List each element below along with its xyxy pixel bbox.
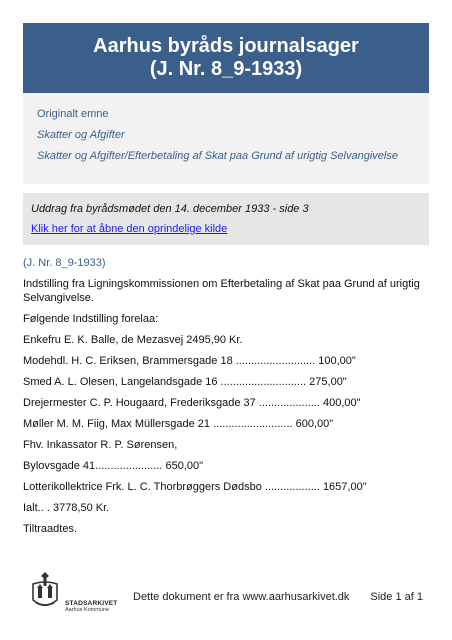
page-number: Side 1 af 1 (370, 591, 423, 603)
body-paragraph: Smed A. L. Olesen, Langelandsgade 16 ............................ 275,00" (23, 376, 347, 388)
logo-subtitle: Aarhus Kommune (65, 607, 110, 613)
logo-brand-text: STADSARKIVET (65, 600, 118, 607)
topic-item: Skatter og Afgifter (37, 129, 125, 141)
open-original-source-link[interactable]: Klik her for at åbne den oprindelige kilde (31, 223, 228, 235)
original-topic-box (23, 93, 429, 184)
body-paragraph: Bylovsgade 41...................... 650,00" (23, 460, 204, 472)
extract-box (23, 193, 429, 245)
original-topic-label: Originalt emne (37, 108, 109, 120)
document-subtitle: (J. Nr. 8_9-1933) (149, 58, 303, 80)
body-paragraph: Ialt.. . 3778,50 Kr. (23, 502, 110, 514)
page-footer (23, 564, 429, 614)
body-paragraph: Tiltraadtes. (23, 523, 78, 535)
body-paragraph: Møller M. M. Fiig, Max Müllersgade 21 .......................... 600,00" (23, 418, 334, 430)
document-title: Aarhus byråds journalsager (93, 35, 359, 57)
document-header (23, 23, 429, 93)
body-paragraph: Lotterikollektrice Frk. L. C. Thorbrøggers Dødsbo .................. 1657,00" (23, 481, 367, 493)
body-paragraph: Indstilling fra Ligningskommissionen om Efterbetaling af Skat paa Grund af urigtig Selvangivelse. (23, 278, 420, 304)
body-paragraph: Modehdl. H. C. Eriksen, Brammersgade 18 .......................... 100,00" (23, 355, 356, 367)
body-paragraph: Enkefru E. K. Balle, de Mezasvej 2495,90 Kr. (23, 334, 243, 346)
body-paragraph: Følgende Indstilling forelaa: (23, 313, 159, 325)
document-body (23, 256, 429, 543)
extract-source-line: Uddrag fra byrådsmødet den 14. december 1933 - side 3 (31, 203, 309, 215)
body-paragraph: Fhv. Inkassator R. P. Sørensen, (23, 439, 178, 451)
topic-item: Skatter og Afgifter/Efterbetaling af Skat paa Grund af urigtig Selvangivelse (37, 150, 398, 162)
body-paragraph: Drejermester C. P. Hougaard, Frederiksgade 37 .................... 400,00" (23, 397, 361, 409)
aarhus-seal-icon (27, 570, 63, 614)
stadsarkivet-logo (27, 570, 127, 614)
source-note: Dette dokument er fra www.aarhusarkivet.dk (133, 591, 350, 603)
journal-reference: (J. Nr. 8_9-1933) (23, 257, 106, 269)
